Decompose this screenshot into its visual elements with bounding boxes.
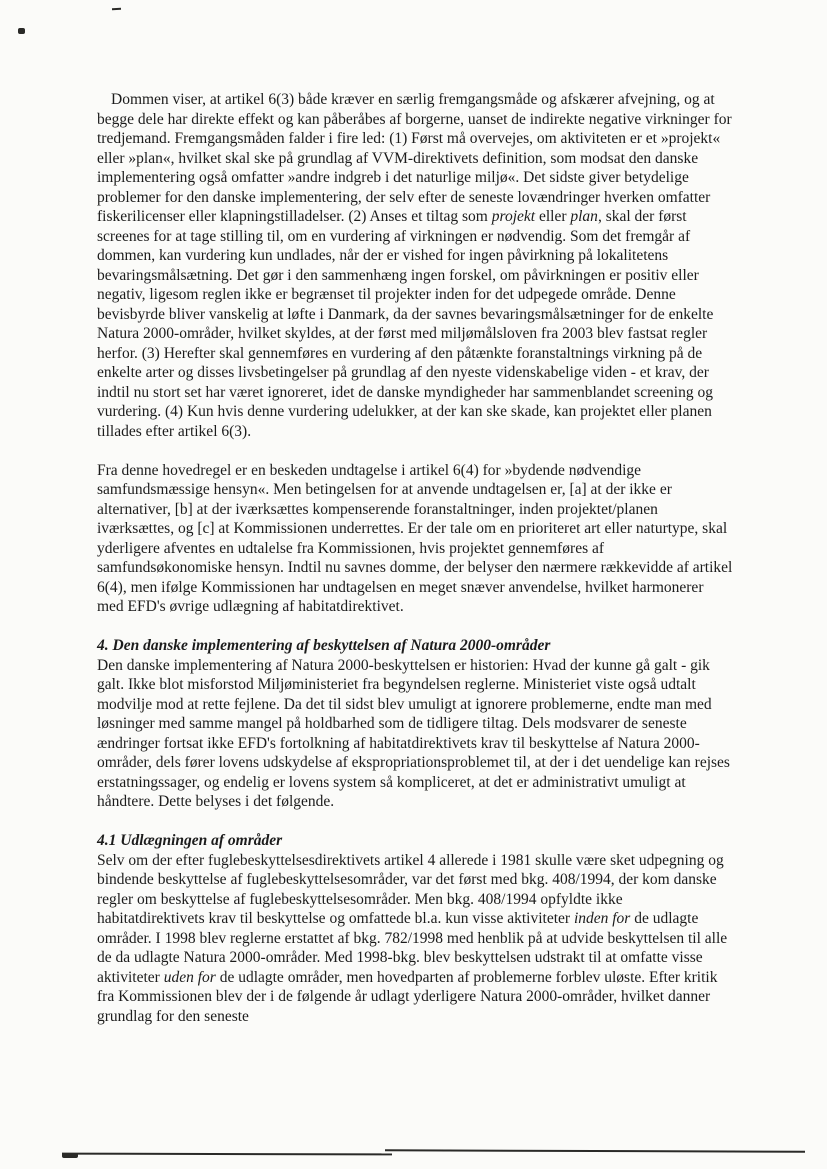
scan-artifact-bottom-blob xyxy=(62,1153,78,1158)
paragraph-designation-of-areas: Selv om der efter fuglebeskyttelsesdirektivets artikel 4 allerede i 1981 skulle være sket udpegning og bindende beskyttelse af fuglebeskyttelsesområder, var det først med bkg. 408/1994, der kom danske regler om beskyttelse af fuglebeskyttelsesområder. Men bkg. 408/1994 opfyldte ikke habitatdirektivets krav til beskyttelse og omfattede bl.a. kun visse aktiviteter inden for de udlagte områder. I 1998 blev reglerne erstattet af bkg. 782/1998 med henblik på at udvide beskyttelsen til alle de da udlagte Natura 2000-områder. Med 1998-bkg. blev beskyttelsen udstrakt til at omfatte visse aktiviteter uden for de udlagte områder, men hovedparten af problemerne forblev uløste. Efter kritik fra Kommissionen blev der i de følgende år udlagt yderligere Natura 2000-områder, hvilket danner grundlag for den seneste xyxy=(97,851,728,1025)
scan-artifact-bottom-line-right xyxy=(385,1149,805,1152)
paragraph-judgment-article-6-3: Dommen viser, at artikel 6(3) både kræver en særlig fremgangsmåde og afskærer afvejning, og at begge dele har direkte effekt og kan påberåbes af borgerne, uanset de indirekte negative virkninger for tredjemand. Fremgangsmåden falder i fire led: (1) Først må overvejes, om aktiviteten er et »projekt« eller »plan«, hvilket skal ske på grundlag af VVM-direktivets definition, som modsat den danske implementering også omfatter »andre indgreb i det naturlige miljø«. Det sidste giver betydelige problemer for den danske implementering, der selv efter de seneste lovændringer hverken omfatter fiskerilicenser eller klapningstilladelser. (2) Anses et tiltag som projekt eller plan, skal der først screenes for at tage stilling til, om en vurdering af virkningen er nødvendig. Som det fremgår af dommen, kan vurdering kun undlades, når der er vished for ingen påvirkning på lokalitetens bevaringsmålsætning. Det gør i den sammenhæng ingen forskel, om påvirkningen er positiv eller negativ, ligesom reglen ikke er begrænset til projekter inden for det udpegede område. Denne bevisbyrde bliver vanskelig at løfte i Danmark, da der savnes bevaringsmålsætninger for de enkelte Natura 2000-områder, hvilket skyldes, at der først med miljømålsloven fra 2003 blev fastsat regler herfor. (3) Herefter skal gennemføres en vurdering af den påtænkte foranstaltnings virkning på de enkelte arter og disses livsbetingelser på grundlag af den nyeste videnskabelige viden - et krav, der indtil nu stort set har været ignoreret, idet de danske myndigheder har sammenblandet screening og vurdering. (4) Kun hvis denne vurdering udelukker, at der kan ske skade, kan projektet eller planen tillades efter artikel 6(3). xyxy=(97,91,732,440)
section-heading-4: 4. Den danske implementering af beskyttelsen af Natura 2000-områder xyxy=(97,637,551,654)
scan-artifact-bottom-line-left xyxy=(62,1153,392,1156)
scan-artifact-top-speck xyxy=(18,28,25,34)
scan-artifact-top-dash xyxy=(112,8,121,10)
text-block xyxy=(97,90,733,1046)
paragraph-danish-implementation: Den danske implementering af Natura 2000-beskyttelsen er historien: Hvad der kunne gå galt - gik galt. Ikke blot misforstod Miljøministeriet fra begyndelsen reglerne. Ministeriet viste også udtalt modvilje mod at rette fejlene. Da det til sidst blev umuligt at ignorere problemerne, endte man med løsninger med samme mangel på holdbarhed som de tidligere tiltag. Dels modsvarer de seneste ændringer fortsat ikke EFD's fortolkning af habitatdirektivets krav til beskyttelse af Natura 2000-områder, dels fører lovens udskydelse af ekspropriationsproblemet til, at der i det uendelige kan rejses erstatningssager, og endelig er lovens system så kompliceret, at det er administrativt umuligt at håndtere. Dette belyses i det følgende. xyxy=(97,656,730,810)
section-heading-4-1: 4.1 Udlægningen af områder xyxy=(97,832,283,849)
paragraph-exception-article-6-4: Fra denne hovedregel er en beskeden undtagelse i artikel 6(4) for »bydende nødvendige samfundsmæssige hensyn«. Men betingelsen for at anvende undtagelsen er, [a] at der ikke er alternativer, [b] at der iværksættes kompenserende foranstaltninger, inden projektet/planen iværksættes, og [c] at Kommissionen underrettes. Er der tale om en prioriteret art eller naturtype, skal yderligere afventes en udtalelse fra Kommissionen, hvis projektet gennemføres af samfundsøkonomiske hensyn. Indtil nu savnes domme, der belyser den nærmere rækkevidde af artikel 6(4), men ifølge Kommissionen har undtagelsen en meget snæver anvendelse, hvilket harmonerer med EFD's øvrige udlægning af habitatdirektivet. xyxy=(97,461,733,615)
